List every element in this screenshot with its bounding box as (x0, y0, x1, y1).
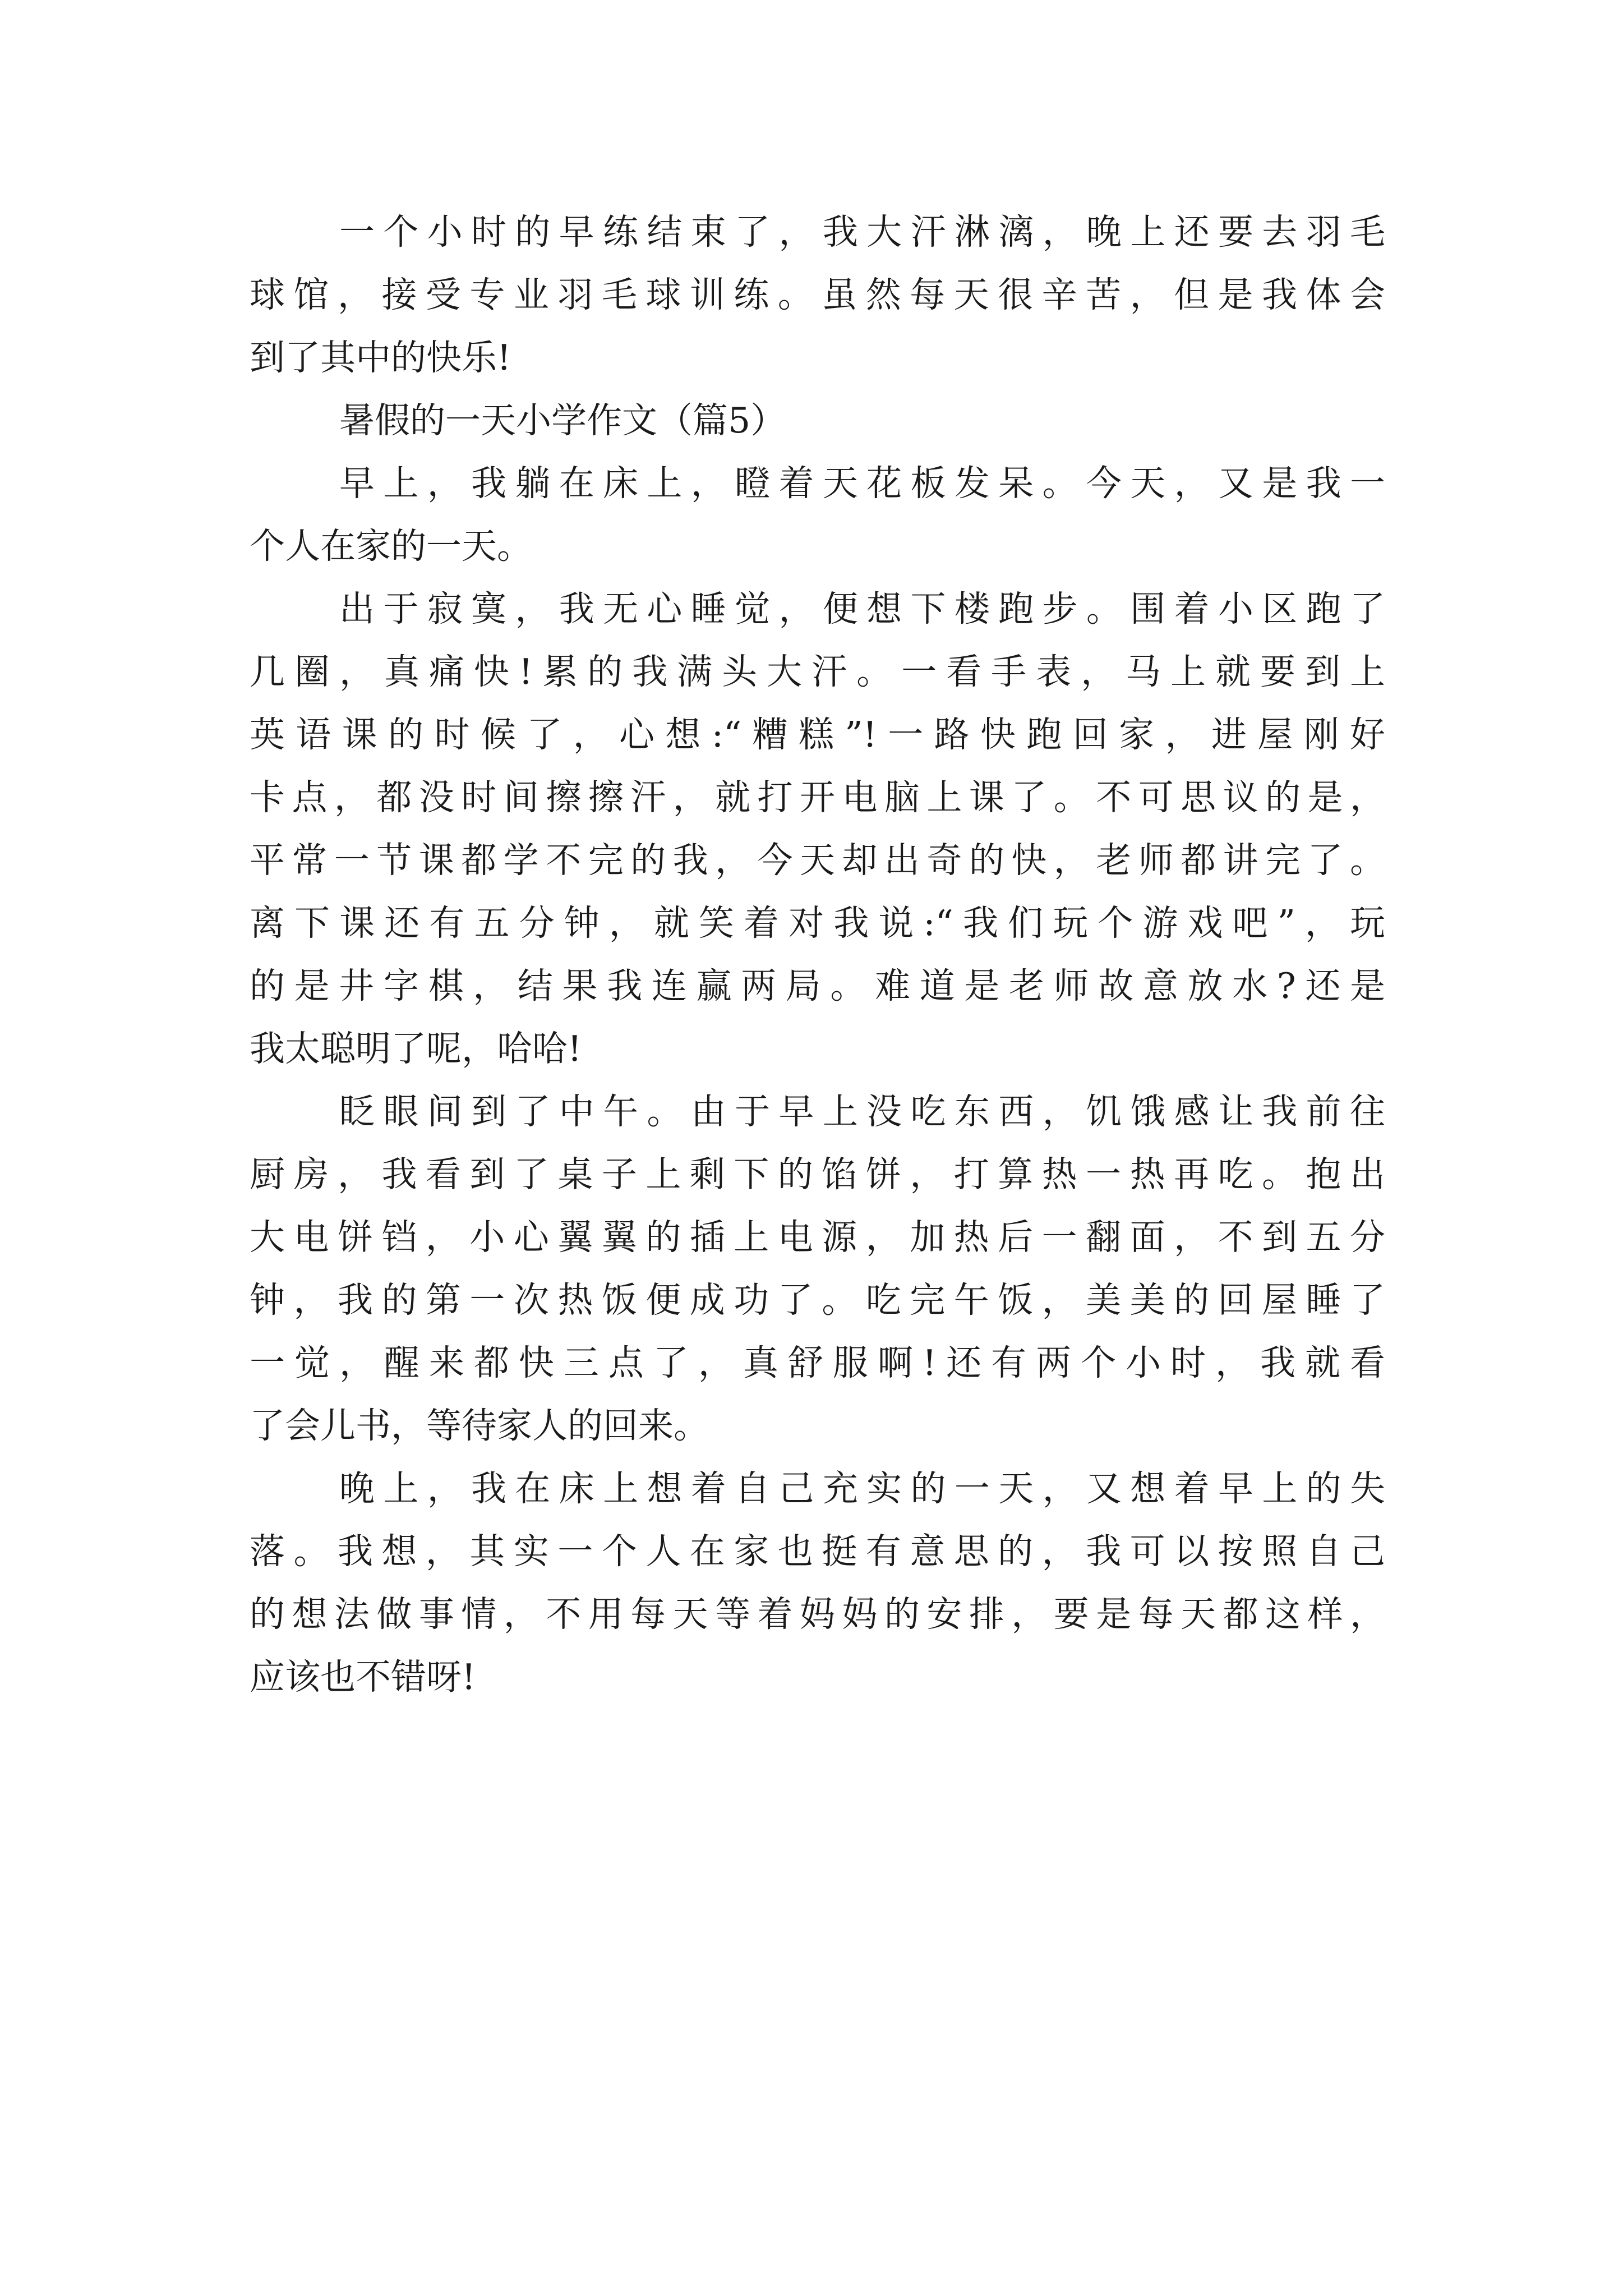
text-line: 卡点，都没时间擦擦汗，就打开电脑上课了。不可思议的是， (250, 777, 1385, 818)
text-line: 一觉，醒来都快三点了，真舒服啊!还有两个小时，我就看 (250, 1342, 1385, 1383)
paragraph (250, 1457, 1385, 1709)
text-line: 大电饼铛，小心翼翼的插上电源，加热后一翻面，不到五分 (250, 1217, 1385, 1258)
paragraph (250, 201, 1385, 389)
heading-line: 暑假的一天小学作文（篇5） (339, 400, 786, 441)
text-line: 出于寂寞，我无心睡觉，便想下楼跑步。围着小区跑了 (339, 588, 1385, 629)
text-line: 了会儿书，等待家人的回来。 (250, 1405, 709, 1446)
text-line: 早上，我躺在床上，瞪着天花板发呆。今天，又是我一 (339, 463, 1385, 504)
text-line: 几圈，真痛快!累的我满头大汗。一看手表，马上就要到上 (250, 651, 1385, 692)
text-line: 一个小时的早练结束了，我大汗淋漓，晚上还要去羽毛 (339, 211, 1385, 252)
text-line: 的是井字棋，结果我连赢两局。难道是老师故意放水?还是 (250, 965, 1385, 1006)
text-line: 离下课还有五分钟，就笑着对我说:“我们玩个游戏吧”，玩 (250, 903, 1385, 944)
text-line: 到了其中的快乐! (250, 337, 511, 378)
text-line: 厨房，我看到了桌子上剩下的馅饼，打算热一热再吃。抱出 (250, 1154, 1385, 1195)
text-line: 个人在家的一天。 (250, 526, 532, 567)
text-line: 晚上，我在床上想着自己充实的一天，又想着早上的失 (339, 1468, 1385, 1509)
text-line: 我太聪明了呢，哈哈! (250, 1028, 582, 1069)
document-body (250, 201, 1385, 1709)
paragraph (250, 452, 1385, 578)
text-line: 应该也不错呀! (250, 1657, 476, 1697)
text-line: 平常一节课都学不完的我，今天却出奇的快，老师都讲完了。 (250, 840, 1385, 881)
section-heading (250, 389, 1385, 452)
text-line: 钟，我的第一次热饭便成功了。吃完午饭，美美的回屋睡了 (250, 1280, 1385, 1320)
text-line: 眨眼间到了中午。由于早上没吃东西，饥饿感让我前往 (339, 1091, 1385, 1132)
paragraph (250, 1080, 1385, 1457)
text-line: 的想法做事情，不用每天等着妈妈的安排，要是每天都这样， (250, 1594, 1385, 1635)
text-line: 球馆，接受专业羽毛球训练。虽然每天很辛苦，但是我体会 (250, 274, 1385, 315)
text-line: 落。我想，其实一个人在家也挺有意思的，我可以按照自己 (250, 1531, 1385, 1572)
paragraph (250, 578, 1385, 1080)
text-line: 英语课的时候了，心想:“糟糕”!一路快跑回家，进屋刚好 (250, 714, 1385, 755)
